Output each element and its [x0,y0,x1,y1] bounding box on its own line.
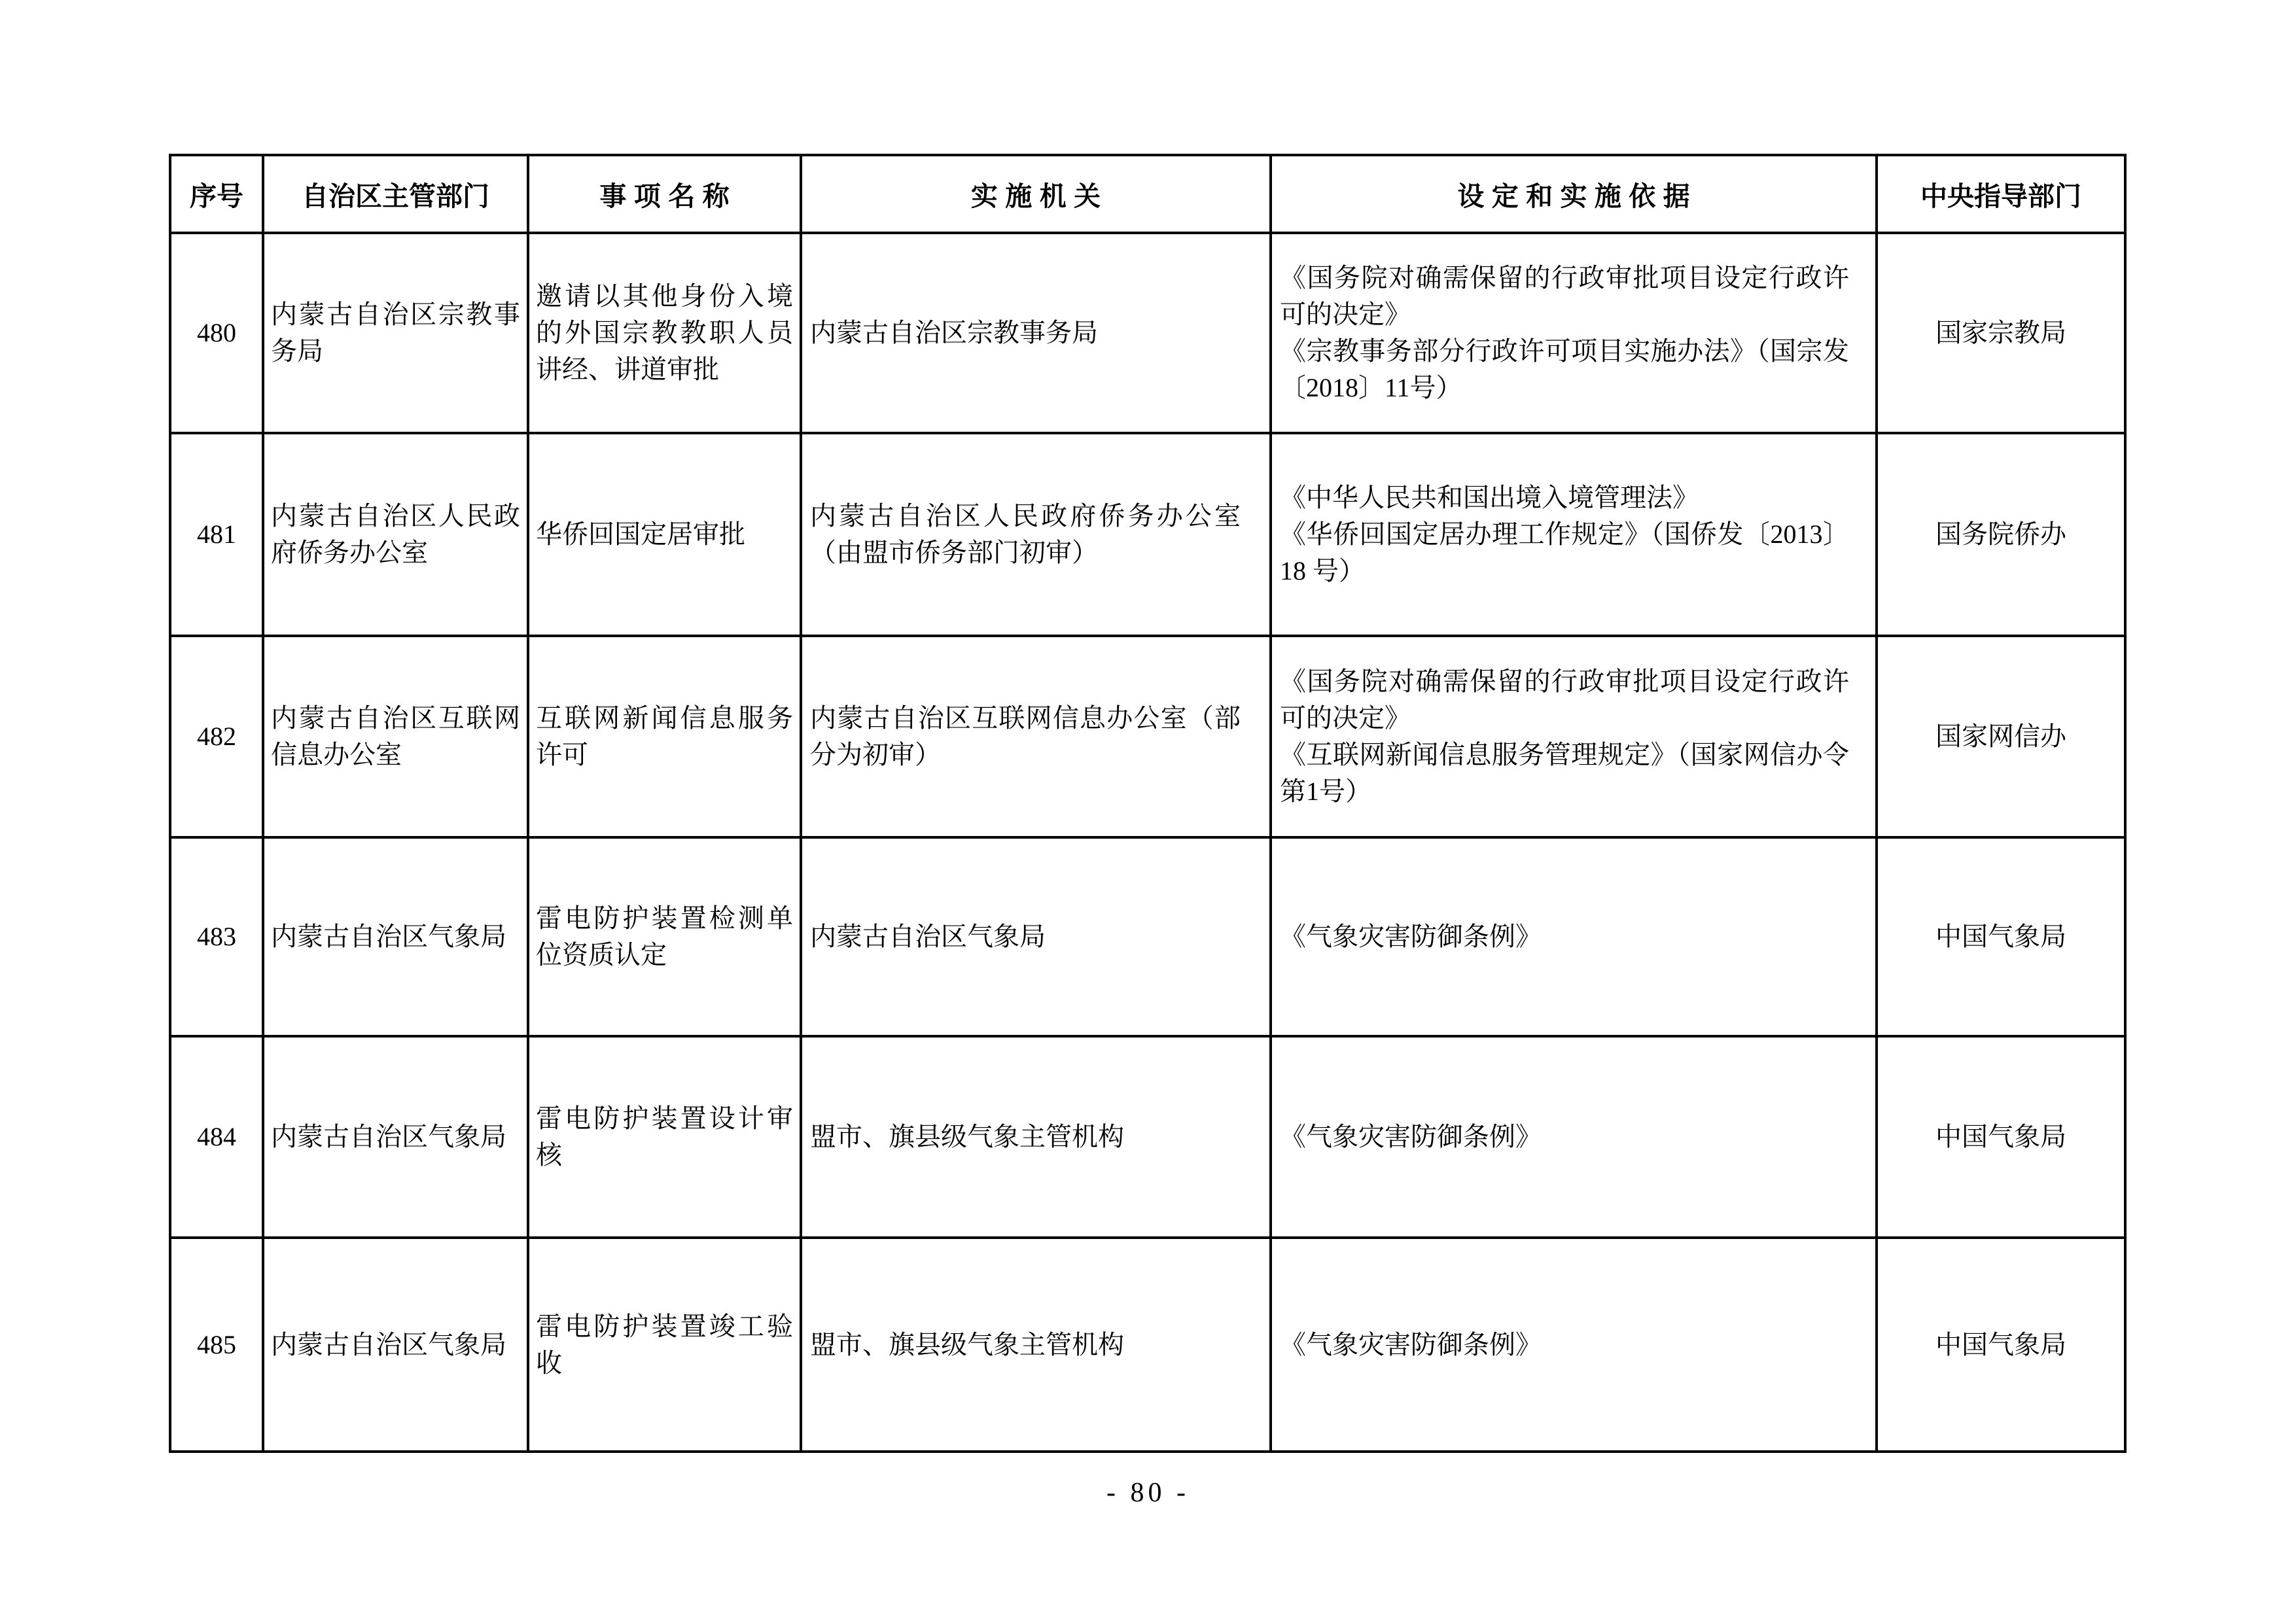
cell-central-guidance: 中国气象局 [1877,837,2125,1036]
column-header-dept: 自治区主管部门 [263,155,528,233]
cell-item-name: 雷电防护装置设计审核 [528,1036,801,1238]
cell-agency: 内蒙古自治区宗教事务局 [801,233,1271,433]
table-row [170,1238,2125,1452]
cell-item-name: 邀请以其他身份入境的外国宗教教职人员讲经、讲道审批 [528,233,801,433]
column-header-agency: 实 施 机 关 [801,155,1271,233]
cell-basis [1271,837,1877,1036]
cell-basis [1271,636,1877,837]
basis-item: 《国务院对确需保留的行政审批项目设定行政许可的决定》 [1280,263,1849,329]
cell-department: 内蒙古自治区人民政府侨务办公室 [263,433,528,636]
basis-item: 《互联网新闻信息服务管理规定》（国家网信办令第1号） [1280,740,1849,806]
basis-item: 《华侨回国定居办理工作规定》（国侨发〔2013〕18 号） [1280,519,1849,585]
page-number: - 80 - [1106,1478,1190,1508]
basis-item: 《中华人民共和国出境入境管理法》 [1280,483,1699,512]
table-row [170,1036,2125,1238]
cell-department: 内蒙古自治区宗教事务局 [263,233,528,433]
cell-basis [1271,1036,1877,1238]
cell-department: 内蒙古自治区互联网信息办公室 [263,636,528,837]
table-row [170,433,2125,636]
cell-department: 内蒙古自治区气象局 [263,1036,528,1238]
basis-item: 《气象灾害防御条例》 [1280,922,1542,951]
table-header [170,155,2125,233]
column-header-basis: 设 定 和 实 施 依 据 [1271,155,1877,233]
cell-item-name: 雷电防护装置竣工验收 [528,1238,801,1452]
cell-agency: 内蒙古自治区气象局 [801,837,1271,1036]
header-row [170,155,2125,233]
cell-agency: 内蒙古自治区互联网信息办公室（部分为初审） [801,636,1271,837]
basis-item: 《宗教事务部分行政许可项目实施办法》（国宗发〔2018〕11号） [1280,336,1849,402]
cell-agency: 内蒙古自治区人民政府侨务办公室（由盟市侨务部门初审） [801,433,1271,636]
basis-item: 《国务院对确需保留的行政审批项目设定行政许可的决定》 [1280,667,1849,733]
cell-index: 483 [170,837,263,1036]
cell-basis [1271,233,1877,433]
cell-central-guidance: 国家网信办 [1877,636,2125,837]
column-header-central: 中央指导部门 [1877,155,2125,233]
column-header-index: 序号 [170,155,263,233]
basis-item: 《气象灾害防御条例》 [1280,1122,1542,1151]
cell-basis [1271,1238,1877,1452]
cell-item-name: 互联网新闻信息服务许可 [528,636,801,837]
column-header-item: 事 项 名 称 [528,155,801,233]
cell-department: 内蒙古自治区气象局 [263,837,528,1036]
cell-central-guidance: 国家宗教局 [1877,233,2125,433]
table-row [170,837,2125,1036]
table-body [170,233,2125,1452]
cell-department: 内蒙古自治区气象局 [263,1238,528,1452]
cell-central-guidance: 国务院侨办 [1877,433,2125,636]
cell-central-guidance: 中国气象局 [1877,1036,2125,1238]
cell-index: 480 [170,233,263,433]
cell-agency: 盟市、旗县级气象主管机构 [801,1036,1271,1238]
cell-central-guidance: 中国气象局 [1877,1238,2125,1452]
cell-item-name: 华侨回国定居审批 [528,433,801,636]
table-row [170,636,2125,837]
table-row [170,233,2125,433]
approval-items-table [169,154,2127,1453]
cell-basis [1271,433,1877,636]
basis-item: 《气象灾害防御条例》 [1280,1329,1542,1359]
cell-index: 485 [170,1238,263,1452]
cell-item-name: 雷电防护装置检测单位资质认定 [528,837,801,1036]
cell-index: 481 [170,433,263,636]
cell-index: 482 [170,636,263,837]
cell-index: 484 [170,1036,263,1238]
cell-agency: 盟市、旗县级气象主管机构 [801,1238,1271,1452]
